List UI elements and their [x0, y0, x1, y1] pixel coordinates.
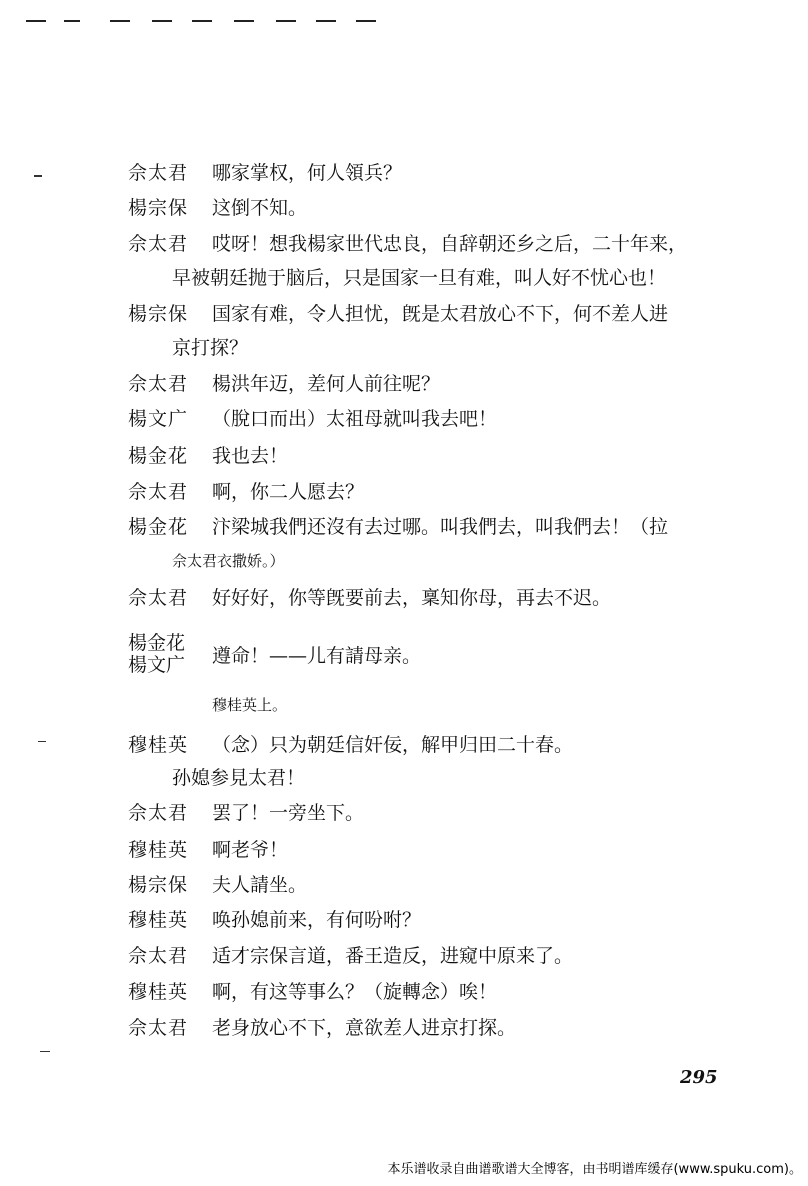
speech-text: 国家有难，令人担忧，旣是太君放心不下，何不差人进 — [212, 303, 669, 325]
speaker-name: 楊金花 — [128, 516, 189, 538]
speaker-name: 楊宗保 — [128, 303, 189, 325]
speaker-name: 穆桂英 — [128, 981, 189, 1003]
speaker-name: 佘太君 — [128, 945, 189, 967]
speech-continuation: 孙媳参見太君！ — [172, 767, 306, 789]
speaker-name: 穆桂英 — [128, 839, 189, 861]
speech-text: 唤孙媳前来，有何吩咐？ — [212, 909, 422, 931]
margin-mark — [38, 741, 46, 742]
speaker-name: 佘太君 — [128, 1017, 189, 1039]
speaker-name: 佘太君 — [128, 587, 189, 609]
speaker-name: 楊文广 — [128, 654, 186, 676]
speech-text: 哪家掌权，何人領兵？ — [212, 162, 403, 184]
speech-text: 老身放心不下，意欲差人进京打探。 — [212, 1017, 517, 1039]
speech-text: 啊老爷！ — [212, 839, 289, 861]
page-number: 295 — [680, 1067, 718, 1088]
speaker-name: 楊宗保 — [128, 197, 189, 219]
speaker-name: 楊宗保 — [128, 874, 189, 896]
speech-text: （脫口而出）太祖母就叫我去吧！ — [212, 408, 498, 430]
stage-entry: 穆桂英上。 — [212, 696, 288, 714]
speech-text: 罢了！一旁坐下。 — [212, 802, 365, 824]
speaker-name: 楊金花 — [128, 445, 189, 467]
speaker-name: 佘太君 — [128, 481, 189, 503]
speech-text: 夫人請坐。 — [212, 874, 308, 896]
speaker-name: 佘太君 — [128, 233, 189, 255]
speaker-name: 穆桂英 — [128, 734, 189, 756]
speech-continuation: 京打探？ — [172, 337, 249, 359]
speech-text: 适才宗保言道，番王造反，进窥中原来了。 — [212, 945, 574, 967]
speech-continuation: 早被朝廷抛于脑后，只是国家一旦有难，叫人好不忧心也！ — [172, 267, 667, 289]
speaker-name: 佘太君 — [128, 373, 189, 395]
speaker-name: 楊文广 — [128, 408, 189, 430]
margin-mark — [34, 175, 42, 177]
speech-text: 啊，有这等事么？（旋轉念）唉！ — [212, 981, 498, 1003]
speaker-name: 佘太君 — [128, 802, 189, 824]
margin-mark — [40, 1051, 50, 1052]
speech-continuation: 佘太君衣撒娇。） — [172, 552, 285, 570]
footer-credit: 本乐谱收录自曲谱歌谱大全博客，由书明谱库缓存(www.spuku.com)。 — [387, 1162, 802, 1177]
speaker-name: 楊金花 — [128, 632, 186, 654]
speech-text: 楊洪年迈，差何人前往呢？ — [212, 373, 441, 395]
speech-text: （念）只为朝廷信奸佞，解甲归田二十春。 — [212, 734, 574, 756]
speech-text: 我也去！ — [212, 445, 289, 467]
header-dash-rule — [26, 10, 386, 30]
speech-text: 哎呀！想我楊家世代忠良，自辞朝还乡之后，二十年来， — [212, 233, 688, 255]
speech-text: 这倒不知。 — [212, 197, 308, 219]
speaker-name: 佘太君 — [128, 162, 189, 184]
speech-text: 汴梁城我們还沒有去过哪。叫我們去，叫我們去！（拉 — [212, 516, 669, 538]
speech-text: 啊，你二人愿去？ — [212, 481, 365, 503]
speaker-name: 穆桂英 — [128, 909, 189, 931]
speech-text: 遵命！——儿有請母亲。 — [212, 645, 422, 667]
double-speaker — [128, 632, 185, 676]
speech-text: 好好好，你等旣要前去，稟知你母，再去不迟。 — [212, 587, 612, 609]
